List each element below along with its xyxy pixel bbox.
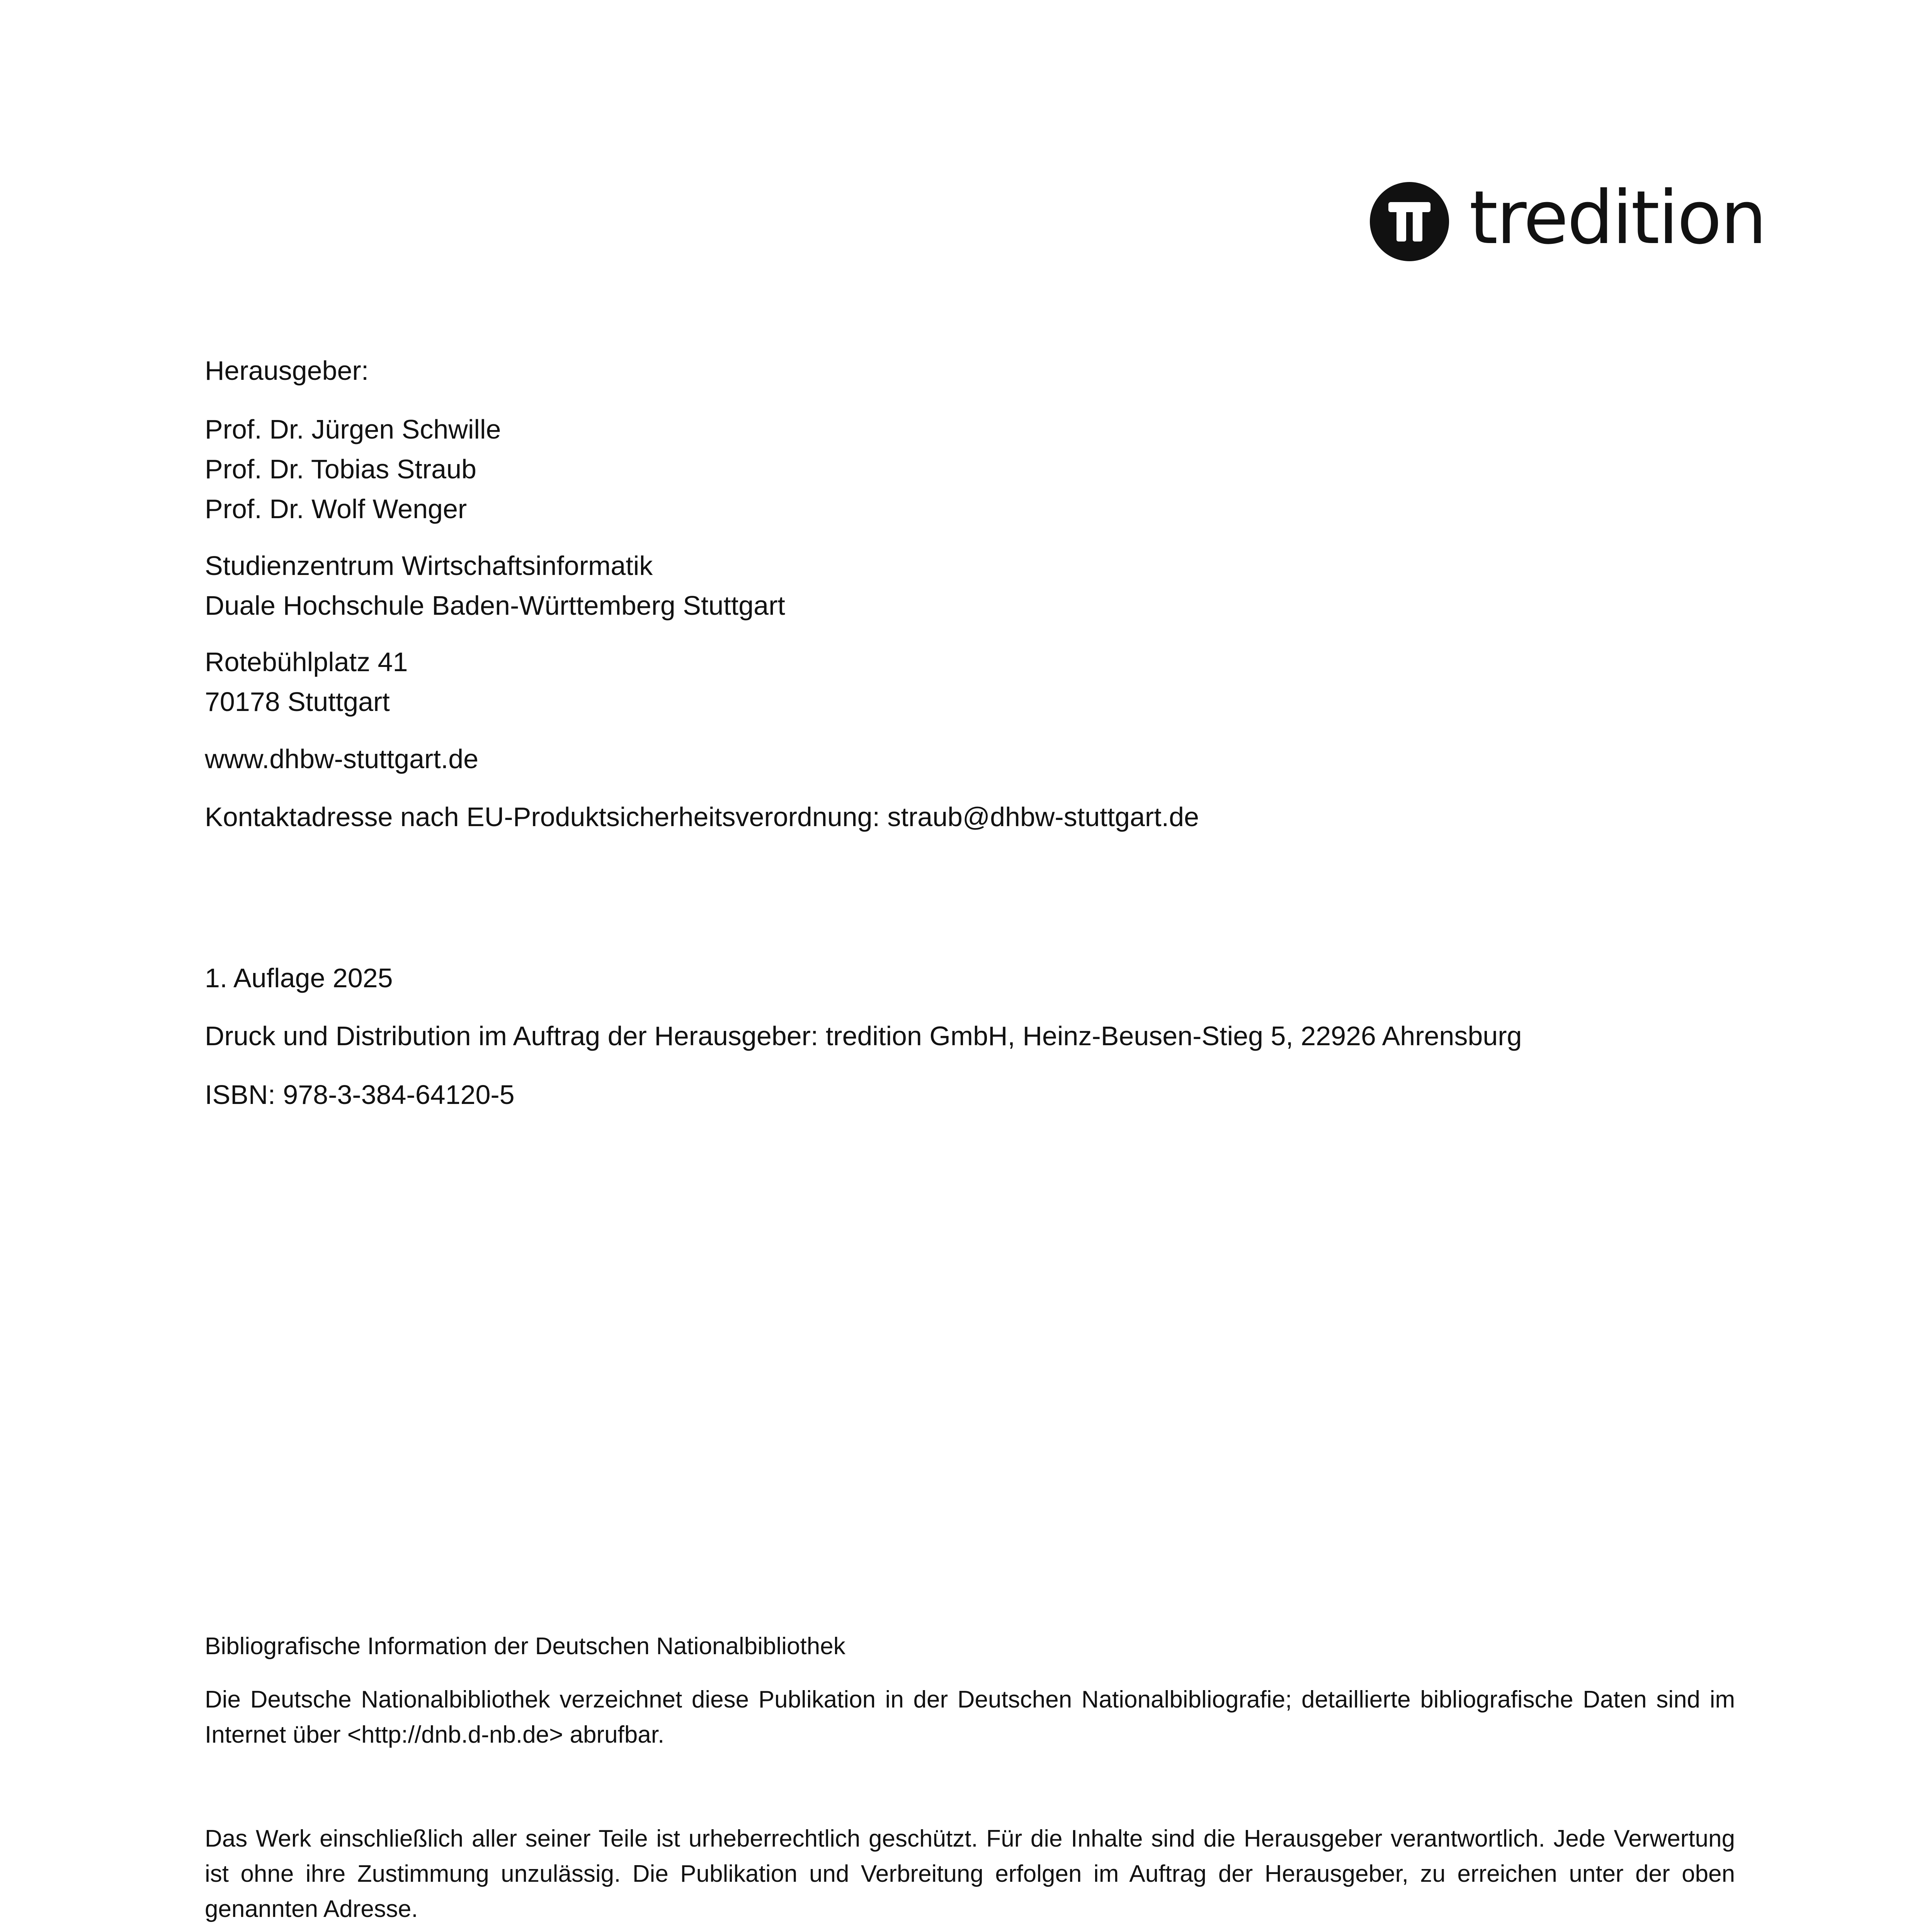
edition-info xyxy=(205,958,1735,998)
edition-line: 1. Auflage 2025 xyxy=(205,963,393,993)
editors-heading: Herausgeber: xyxy=(205,355,369,386)
editor-name: Prof. Dr. Tobias Straub xyxy=(205,454,476,484)
institution-line: Duale Hochschule Baden-Württemberg Stuttgart xyxy=(205,590,785,621)
bibliographic-text-block xyxy=(205,1682,1735,1752)
publisher-info xyxy=(205,351,1735,391)
isbn-line: ISBN: 978-3-384-64120-5 xyxy=(205,1080,515,1110)
isbn xyxy=(205,1075,1735,1115)
contact-line: Kontaktadresse nach EU-Produktsicherheitsverordnung: straub@dhbw-stuttgart.de xyxy=(205,802,1199,832)
website-url: www.dhbw-stuttgart.de xyxy=(205,744,479,774)
bibliographic-text: Die Deutsche Nationalbibliothek verzeichnet diese Publikation in der Deutschen Nationalbibliografie; detaillierte bibliografische Daten sind im Internet über <http://dnb.d-nb.de> abrufbar. xyxy=(205,1686,1735,1748)
address-line: Rotebühlplatz 41 xyxy=(205,647,408,677)
website xyxy=(205,739,1735,779)
bibliographic-heading: Bibliografische Information der Deutschen Nationalbibliothek xyxy=(205,1633,845,1660)
address-line: 70178 Stuttgart xyxy=(205,687,390,717)
editors-list xyxy=(205,410,1735,529)
print-line: Druck und Distribution im Auftrag der Herausgeber: tredition GmbH, Heinz-Beusen-Stieg 5, 22926 Ahrensburg xyxy=(205,1021,1522,1051)
copyright-text: Das Werk einschließlich aller seiner Teile ist urheberrechtlich geschützt. Für die Inhalte sind die Herausgeber verantwortlich. Jede Verwertung ist ohne ihre Zustimmung unzulässig. Die Publikation und Verbreitung erfolgen im Auftrag der Herausgeber, zu erreichen unter der oben genannten Adresse. xyxy=(205,1825,1735,1922)
institution xyxy=(205,546,1735,626)
bibliographic-heading-block xyxy=(205,1629,1735,1664)
print-distribution xyxy=(205,1016,1735,1056)
contact-address xyxy=(205,797,1735,837)
publisher-logo xyxy=(1370,175,1766,262)
postal-address xyxy=(205,642,1735,722)
institution-line: Studienzentrum Wirtschaftsinformatik xyxy=(205,551,653,581)
editor-name: Prof. Dr. Wolf Wenger xyxy=(205,494,467,524)
editor-name: Prof. Dr. Jürgen Schwille xyxy=(205,414,501,444)
logo-wordmark: tredition xyxy=(1469,175,1766,260)
tredition-logo-icon xyxy=(1370,182,1449,261)
copyright-block xyxy=(205,1821,1735,1927)
